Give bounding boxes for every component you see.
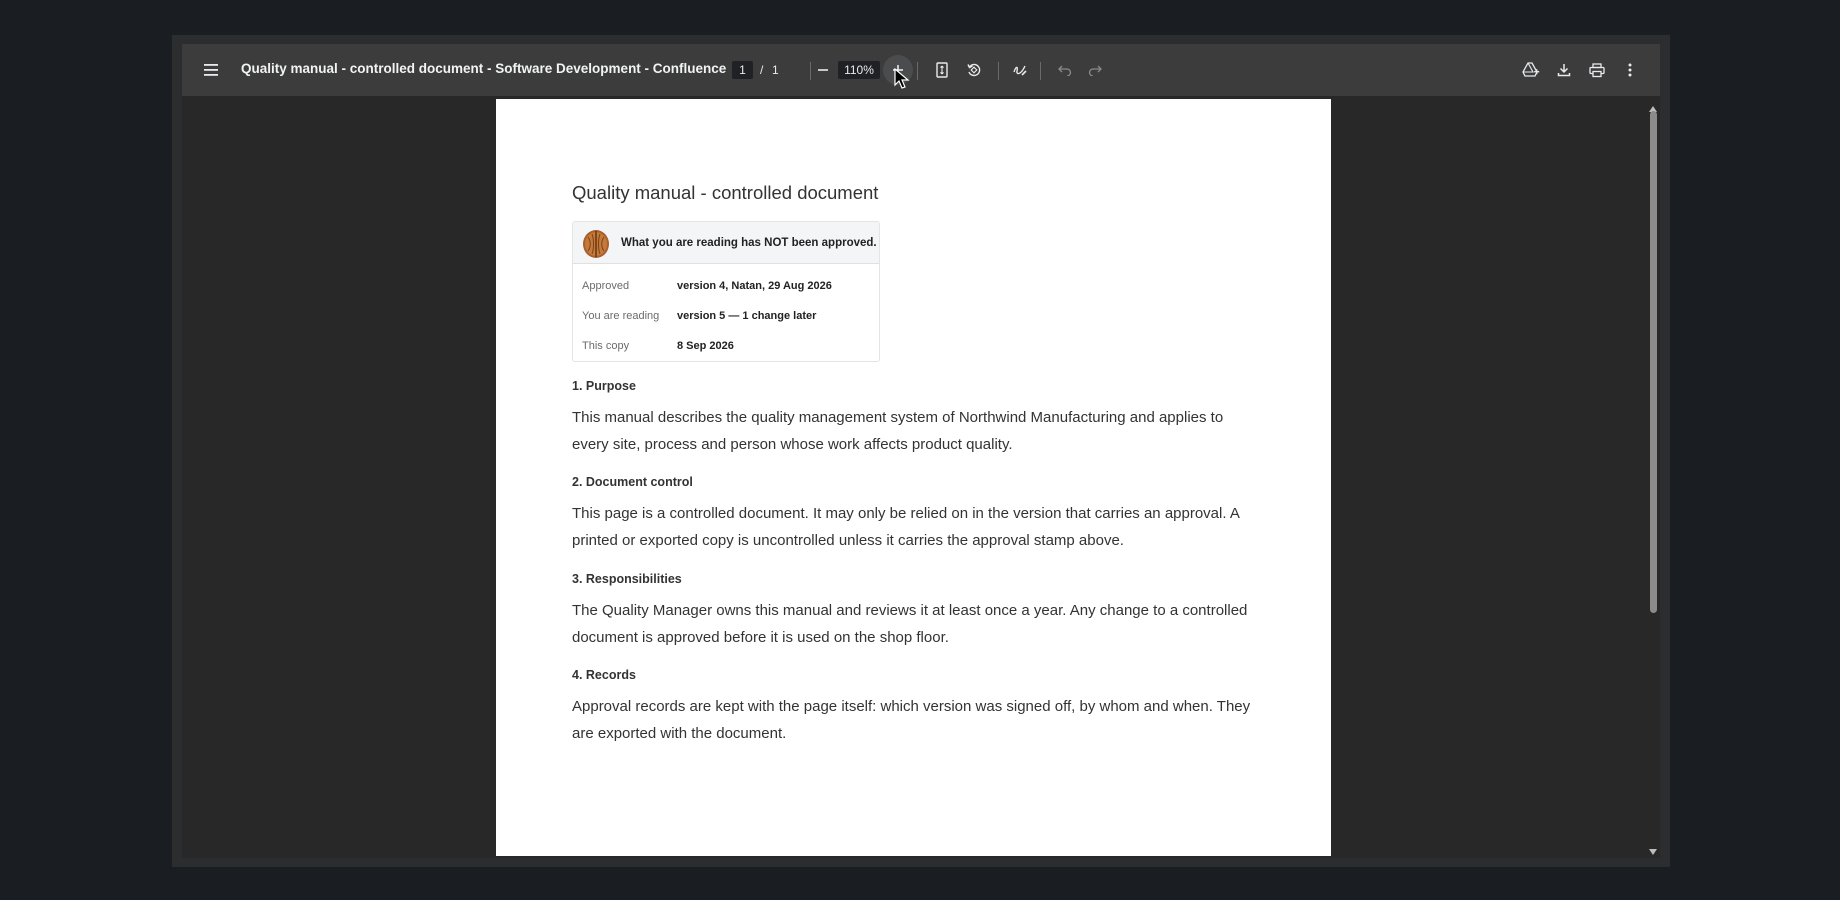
section-title: 1. Purpose [572, 379, 636, 393]
section-text: This page is a controlled document. It may only be relied on in the version that carries an approval. A printed or exported copy is uncontrolled unless it carries the approval stamp above. [572, 505, 1240, 549]
vertical-scrollbar[interactable] [1646, 96, 1660, 858]
more-icon[interactable] [1615, 55, 1645, 85]
section-text: This manual describes the quality management system of Northwind Manufacturing and applies to every site, process and person whose work affects product quality. [572, 409, 1224, 453]
undo-icon[interactable] [1050, 55, 1080, 85]
menu-icon[interactable] [196, 55, 226, 85]
approval-card [572, 221, 880, 362]
annotate-icon[interactable] [1005, 55, 1035, 85]
download-icon[interactable] [1549, 55, 1579, 85]
toolbar-divider [998, 62, 999, 80]
page-number-input[interactable]: 1 [732, 61, 753, 79]
row-value: version 5 — 1 change later [677, 310, 817, 322]
section-title: 3. Responsibilities [572, 572, 682, 586]
pdf-viewer [182, 44, 1660, 858]
zoom-input[interactable]: 110% [838, 61, 880, 79]
row-value: version 4, Natan, 29 Aug 2026 [677, 280, 832, 292]
row-label: You are reading [582, 310, 660, 322]
print-icon[interactable] [1582, 55, 1612, 85]
page-separator: / [760, 63, 764, 77]
page-total: 1 [772, 63, 779, 77]
section-title: 2. Document control [572, 475, 693, 489]
zoom-out-icon[interactable] [808, 55, 838, 85]
walnut-icon [581, 229, 611, 259]
scroll-down-icon[interactable] [1649, 842, 1657, 860]
browser-window [172, 35, 1670, 867]
mouse-cursor-icon [894, 68, 910, 95]
section-text: The Quality Manager owns this manual and reviews it at least once a year. Any change to a controlled document is approved before it is used on the shop floor. [572, 602, 1248, 646]
rotate-icon[interactable] [959, 55, 989, 85]
approval-header [573, 222, 879, 264]
section-title: 4. Records [572, 668, 636, 682]
row-value: 8 Sep 2026 [677, 340, 734, 352]
approval-message: What you are reading has NOT been approved. [621, 237, 877, 249]
add-drive-icon[interactable] [1516, 55, 1546, 85]
document-heading: Quality manual - controlled document [572, 182, 879, 203]
row-label: This copy [582, 340, 630, 352]
pdf-toolbar [182, 44, 1660, 96]
pdf-page [496, 99, 1331, 856]
fit-page-icon[interactable] [927, 55, 957, 85]
section-text: Approval records are kept with the page itself: which version was signed off, by whom and when. They are exported with the document. [572, 698, 1251, 742]
toolbar-divider [1040, 62, 1041, 80]
scrollbar-thumb[interactable] [1650, 111, 1657, 613]
toolbar-divider [917, 62, 918, 80]
row-label: Approved [582, 280, 630, 292]
redo-icon[interactable] [1080, 55, 1110, 85]
document-title: Quality manual - controlled document - Software Development - Confluence [241, 61, 727, 76]
